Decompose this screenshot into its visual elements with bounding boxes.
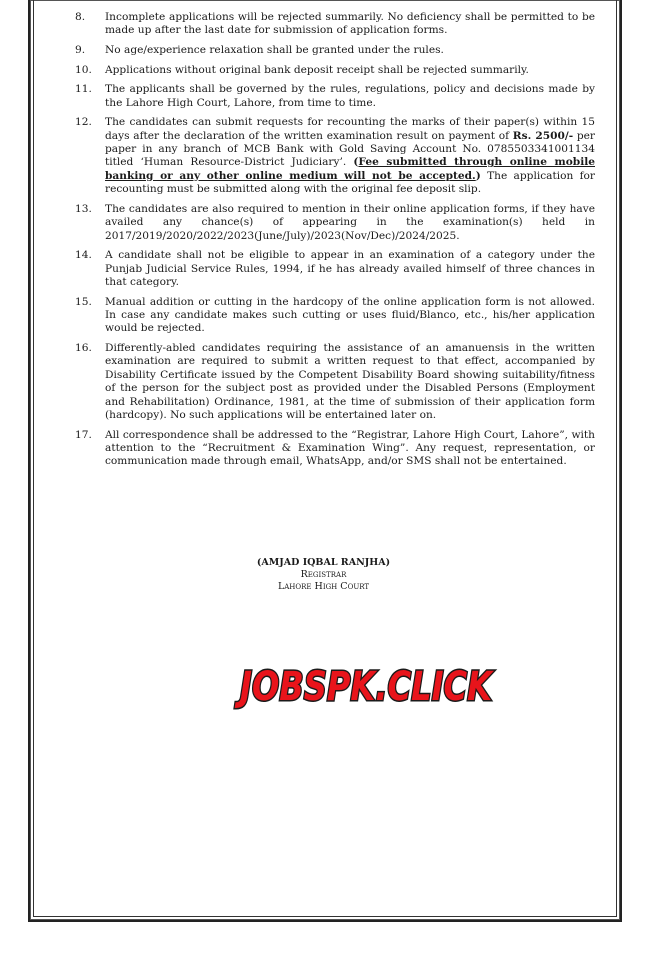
item-number: 12.	[75, 116, 92, 129]
item-text-part: per paper in any branch of MCB Bank with Gold Saving Account No. 0785503341001134 titled ‘Human Resource-District Judiciary’.	[105, 129, 595, 169]
item-text: All correspondence shall be addressed to the “Registrar, Lahore High Court, Lahore”, with attention to the “Recruitment & Examination Wing”. Any request, representation, or communication made through email, WhatsApp, and/or SMS shall not be entertained.	[105, 428, 595, 468]
item-text: The candidates are also required to mention in their online application forms, if they have availed any chance(s) of appearing in the examination(s) held in 2017/2019/2020/2022/2023(June/July)/2023(Nov/Dec)/2024/2025.	[105, 202, 595, 242]
item-number: 15.	[75, 295, 92, 308]
list-item	[75, 116, 595, 196]
list-item	[75, 44, 595, 57]
item-text: Incomplete applications will be rejected summarily. No deficiency shall be permitted to be made up after the last date for submission of application forms.	[105, 11, 595, 37]
item-text-part: The application for recounting must be submitted along with the original fee deposit slip.	[105, 169, 595, 196]
item-text: A candidate shall not be eligible to appear in an examination of a category under the Punjab Judicial Service Rules, 1994, if he has already availed himself of three chances in that category.	[105, 249, 595, 289]
list-item	[75, 296, 595, 336]
item-number: 10.	[75, 63, 92, 76]
signatory-title: Registrar	[300, 569, 347, 580]
item-number: 9.	[75, 44, 86, 56]
online-payment-notice: Fee submitted through online mobile banking or any other online medium will not be accepted.	[105, 156, 595, 182]
item-text	[105, 116, 595, 196]
signature-block	[0, 557, 647, 593]
item-number: 11.	[75, 83, 92, 96]
list-item	[75, 249, 595, 289]
item-text: No age/experience relaxation shall be granted under the rules.	[105, 44, 444, 56]
list-item	[75, 11, 595, 38]
item-number: 8.	[75, 11, 86, 23]
item-text: The applicants shall be governed by the rules, regulations, policy and decisions made by the Lahore High Court, Lahore, from time to time.	[105, 83, 595, 109]
item-text: Manual addition or cutting in the hardcopy of the online application form is not allowed. In case any candidate makes such cutting or uses fluid/Blanco, etc., his/her application would be rejected.	[105, 295, 595, 335]
item-text: Applications without original bank deposit receipt shall be rejected summarily.	[105, 63, 529, 76]
list-item	[75, 83, 595, 110]
item-text-part: The candidates can submit requests for recounting the marks of their paper(s) within 15 days after the declaration of the written examination result on payment of	[105, 116, 595, 142]
watermark-logo	[236, 660, 496, 710]
instructions-list	[75, 11, 595, 475]
list-item	[75, 429, 595, 469]
item-number: 14.	[75, 249, 92, 262]
list-item	[75, 203, 595, 243]
item-text: Differently-abled candidates requiring the assistance of an amanuensis in the written examination are required to submit a written request to that effect, accompanied by Disability Certificate issued by the Competent Disability Board showing suitability/fitness of the person for the subject post as provided under the Disabled Persons (Employment and Rehabilitation) Ordinance, 1981, at the time of submission of their application form (hardcopy). No such applications will be entertained later on.	[105, 342, 595, 422]
item-number: 16.	[75, 342, 92, 355]
signatory-name: (AMJAD IQBAL RANJHA)	[256, 557, 391, 568]
list-item	[75, 342, 595, 422]
list-item	[75, 64, 595, 77]
item-number: 17.	[75, 428, 92, 441]
paren-open: (	[353, 156, 359, 169]
watermark-text: JOBSPK.CLICK	[234, 664, 495, 710]
fee-amount: Rs. 2500/-	[512, 129, 574, 142]
item-number: 13.	[75, 202, 92, 215]
signatory-office: Lahore High Court	[277, 581, 370, 592]
paren-close: )	[475, 169, 481, 182]
